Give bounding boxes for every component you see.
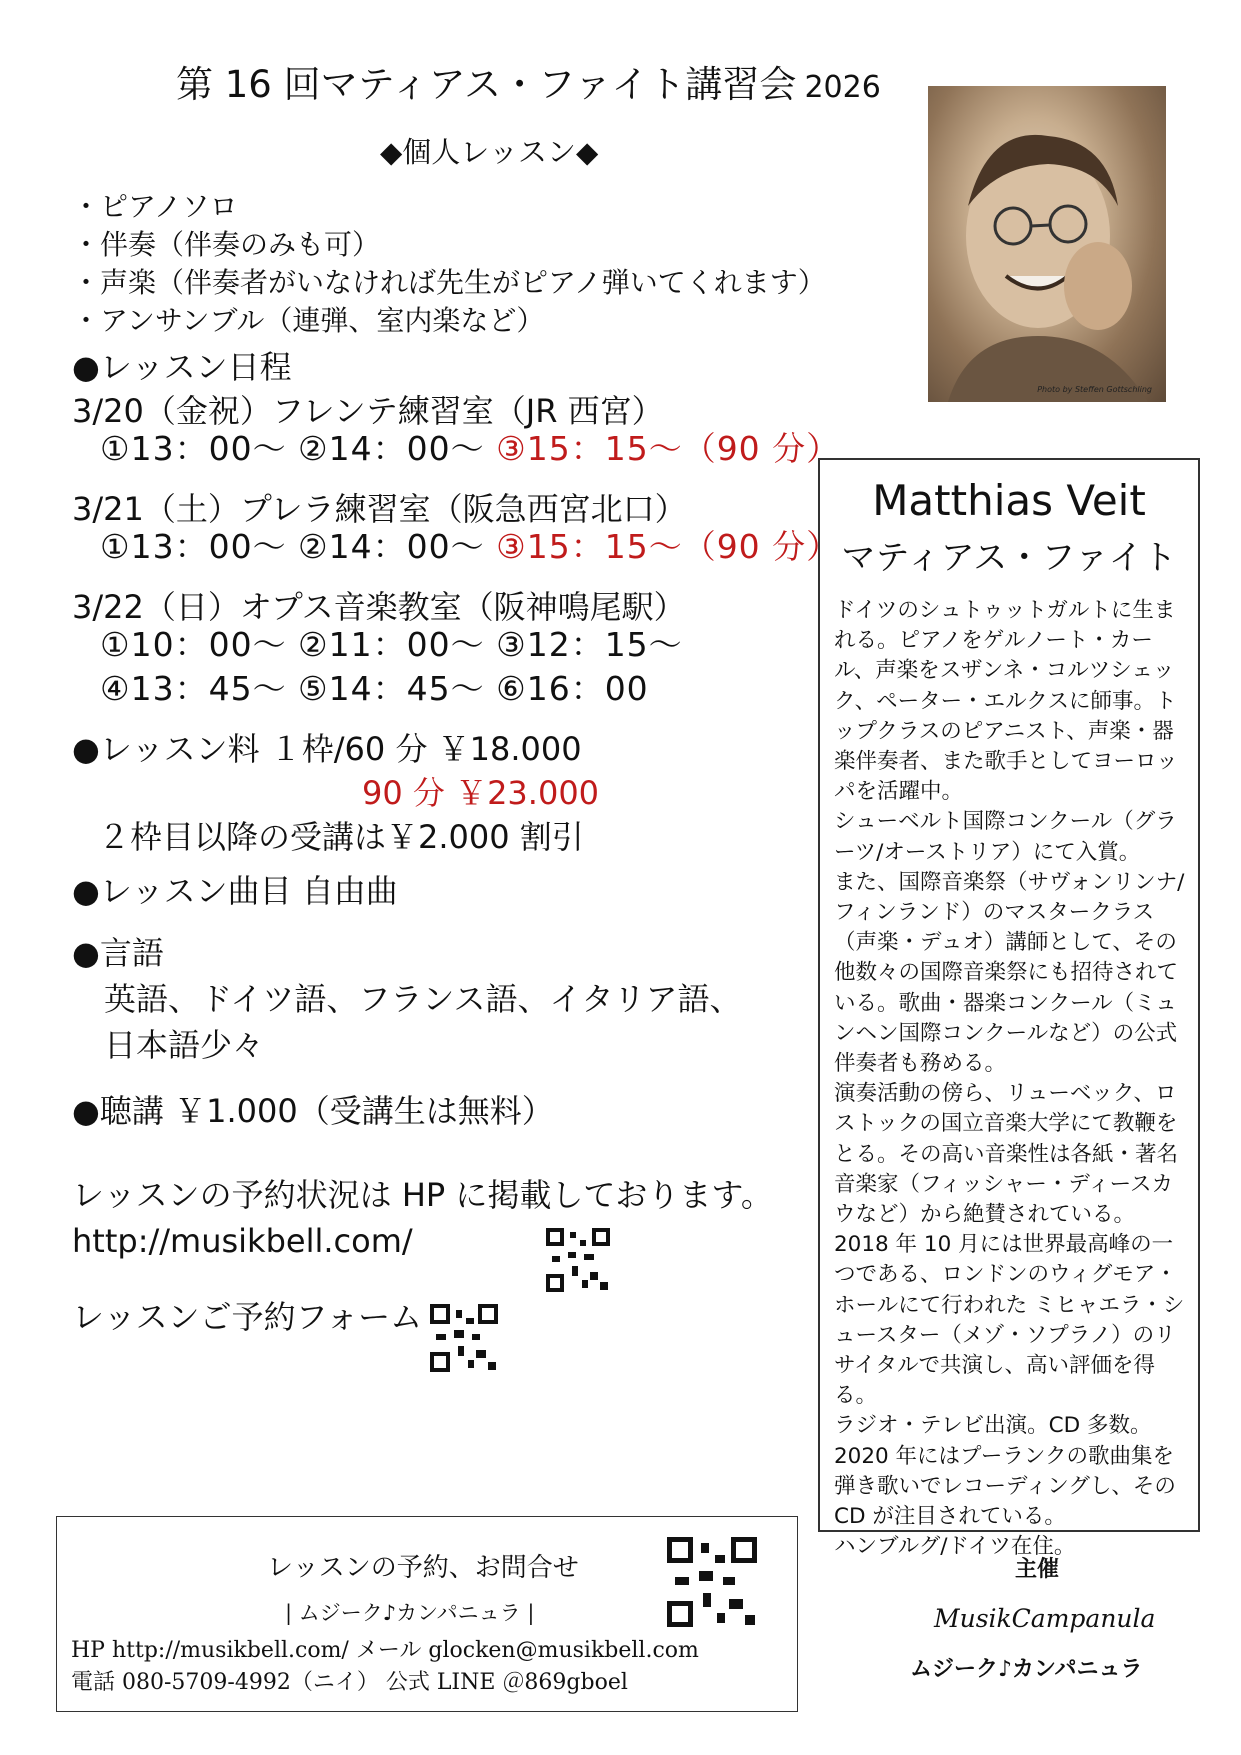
instructor-bio	[834, 596, 1186, 1563]
language-heading: ●言語	[72, 934, 164, 972]
page-title: 第 16 回マティアス・ファイト講習会 2026	[176, 63, 881, 106]
bio-paragraph: 2018 年 10 月には世界最高峰の一つである、ロンドンのウィグモア・ホールにて行われた ミヒャエラ・シュースター（メゾ・ソプラノ）のリサイタルで共演し、高い評価を得る。	[834, 1232, 1185, 1409]
bio-paragraph: ドイツのシュトゥットガルトに生まれる。ピアノをゲルノート・カール、声楽をスザンネ・コルツシェック、ペーター・エルクスに師事。トップクラスのピアニスト、声楽・器楽伴奏者、また歌手としてヨーロッパを活躍中。	[834, 598, 1178, 805]
qr-code-website[interactable]	[546, 1228, 610, 1292]
schedule-day3-slots1: ①10：00～ ②11：00～ ③12：15～	[100, 625, 683, 664]
schedule-day1-slot-90: ③15：15～（90 分）	[496, 429, 841, 468]
lesson-type-list	[72, 188, 826, 340]
contact-phone-line[interactable]: 電話 080-5709-4992（ニイ） 公式 LINE ＠869gboel	[71, 1670, 628, 1695]
bio-paragraph: シューベルト国際コンクール（グラーツ/オーストリア）にて入賞。	[834, 809, 1177, 865]
schedule-day2-title: 3/21（土）プレラ練習室（阪急西宮北口）	[72, 490, 687, 528]
photo-credit: Photo by Steffen Gottschling	[1037, 385, 1152, 394]
contact-box	[56, 1516, 798, 1712]
lesson-type-item: ・声楽（伴奏者がいなければ先生がピアノ弾いてくれます）	[72, 266, 826, 299]
fee-line: ●レッスン料 １枠/60 分 ￥18.000	[72, 730, 582, 768]
title-year: 2026	[804, 70, 881, 105]
contact-hp-email[interactable]: HP http://musikbell.com/ メール glocken@musikbell.com	[71, 1638, 699, 1663]
lesson-type-item: ・伴奏（伴奏のみも可）	[72, 228, 381, 261]
bio-paragraph: ラジオ・テレビ出演。CD 多数。2020 年にはプーランクの歌曲集を弾き歌いでレコーディングし、その CD が注目されている。	[834, 1413, 1176, 1530]
schedule-heading: ●レッスン日程	[72, 348, 292, 386]
qr-code-contact[interactable]	[667, 1537, 757, 1627]
instructor-name: Matthias Veit	[872, 476, 1146, 525]
contact-organization: | ムジーク♪カンパニュラ |	[285, 1601, 535, 1625]
instructor-name-jp: マティアス・ファイト	[841, 538, 1177, 578]
reservation-form-label: レッスンご予約フォーム	[72, 1298, 423, 1336]
audit-fee: ●聴講 ￥1.000（受講生は無料）	[72, 1092, 554, 1130]
host-name: ムジーク♪カンパニュラ	[910, 1656, 1143, 1682]
lesson-type-item: ・アンサンブル（連弾、室内楽など）	[72, 304, 545, 337]
language-line1: 英語、ドイツ語、フランス語、イタリア語、	[104, 980, 742, 1018]
contact-title: レッスンの予約、お問合せ	[267, 1553, 579, 1583]
website-link[interactable]: http://musikbell.com/	[72, 1222, 413, 1260]
schedule-day1-slots: ①13：00～ ②14：00～ ③15：15～（90 分）	[100, 429, 841, 468]
instructor-bio-box	[818, 458, 1200, 1560]
schedule-day1-title: 3/20（金祝）フレンテ練習室（JR 西宮）	[72, 392, 664, 430]
schedule-day3-title: 3/22（日）オプス音楽教室（阪神鳴尾駅）	[72, 588, 686, 626]
schedule-day2-slot-90: ③15：15～（90 分）	[496, 527, 841, 566]
language-line2: 日本語少々	[104, 1026, 265, 1064]
fee-discount: ２枠目以降の受講は￥2.000 割引	[98, 818, 584, 856]
pieces: ●レッスン曲目 自由曲	[72, 872, 398, 910]
host-logo: MusikCampanula	[934, 1604, 1156, 1633]
fee-90min: 90 分 ￥23.000	[362, 774, 600, 812]
bio-paragraph: ハンブルグ/ドイツ在住。	[834, 1534, 1076, 1560]
lesson-type-item: ・ピアノソロ	[72, 190, 238, 223]
reservation-status: レッスンの予約状況は HP に掲載しております。	[72, 1176, 773, 1214]
host-label: 主催	[1015, 1556, 1060, 1582]
instructor-photo	[928, 86, 1166, 402]
portrait-illustration	[928, 86, 1166, 402]
qr-code-form[interactable]	[430, 1304, 498, 1372]
subtitle: ◆個人レッスン◆	[380, 135, 599, 169]
bio-paragraph: また、国際音楽祭（サヴォンリンナ/フィンランド）のマスタークラス（声楽・デュオ）講師として、その他数々の国際音楽祭にも招待されている。歌曲・器楽コンクール（ミュンヘン国際コンクールなど）の公式伴奏者も務める。	[834, 869, 1185, 1077]
bio-paragraph: 演奏活動の傍ら、リューベック、ロストックの国立音楽大学にて教鞭をとる。その高い音楽性は各紙・著名音楽家（フィッシャー・ディースカウなど）から絶賛されている。	[834, 1081, 1179, 1228]
schedule-day2-slots: ①13：00～ ②14：00～ ③15：15～（90 分）	[100, 527, 841, 566]
schedule-day3-slots2: ④13：45～ ⑤14：45～ ⑥16：00	[100, 669, 649, 708]
